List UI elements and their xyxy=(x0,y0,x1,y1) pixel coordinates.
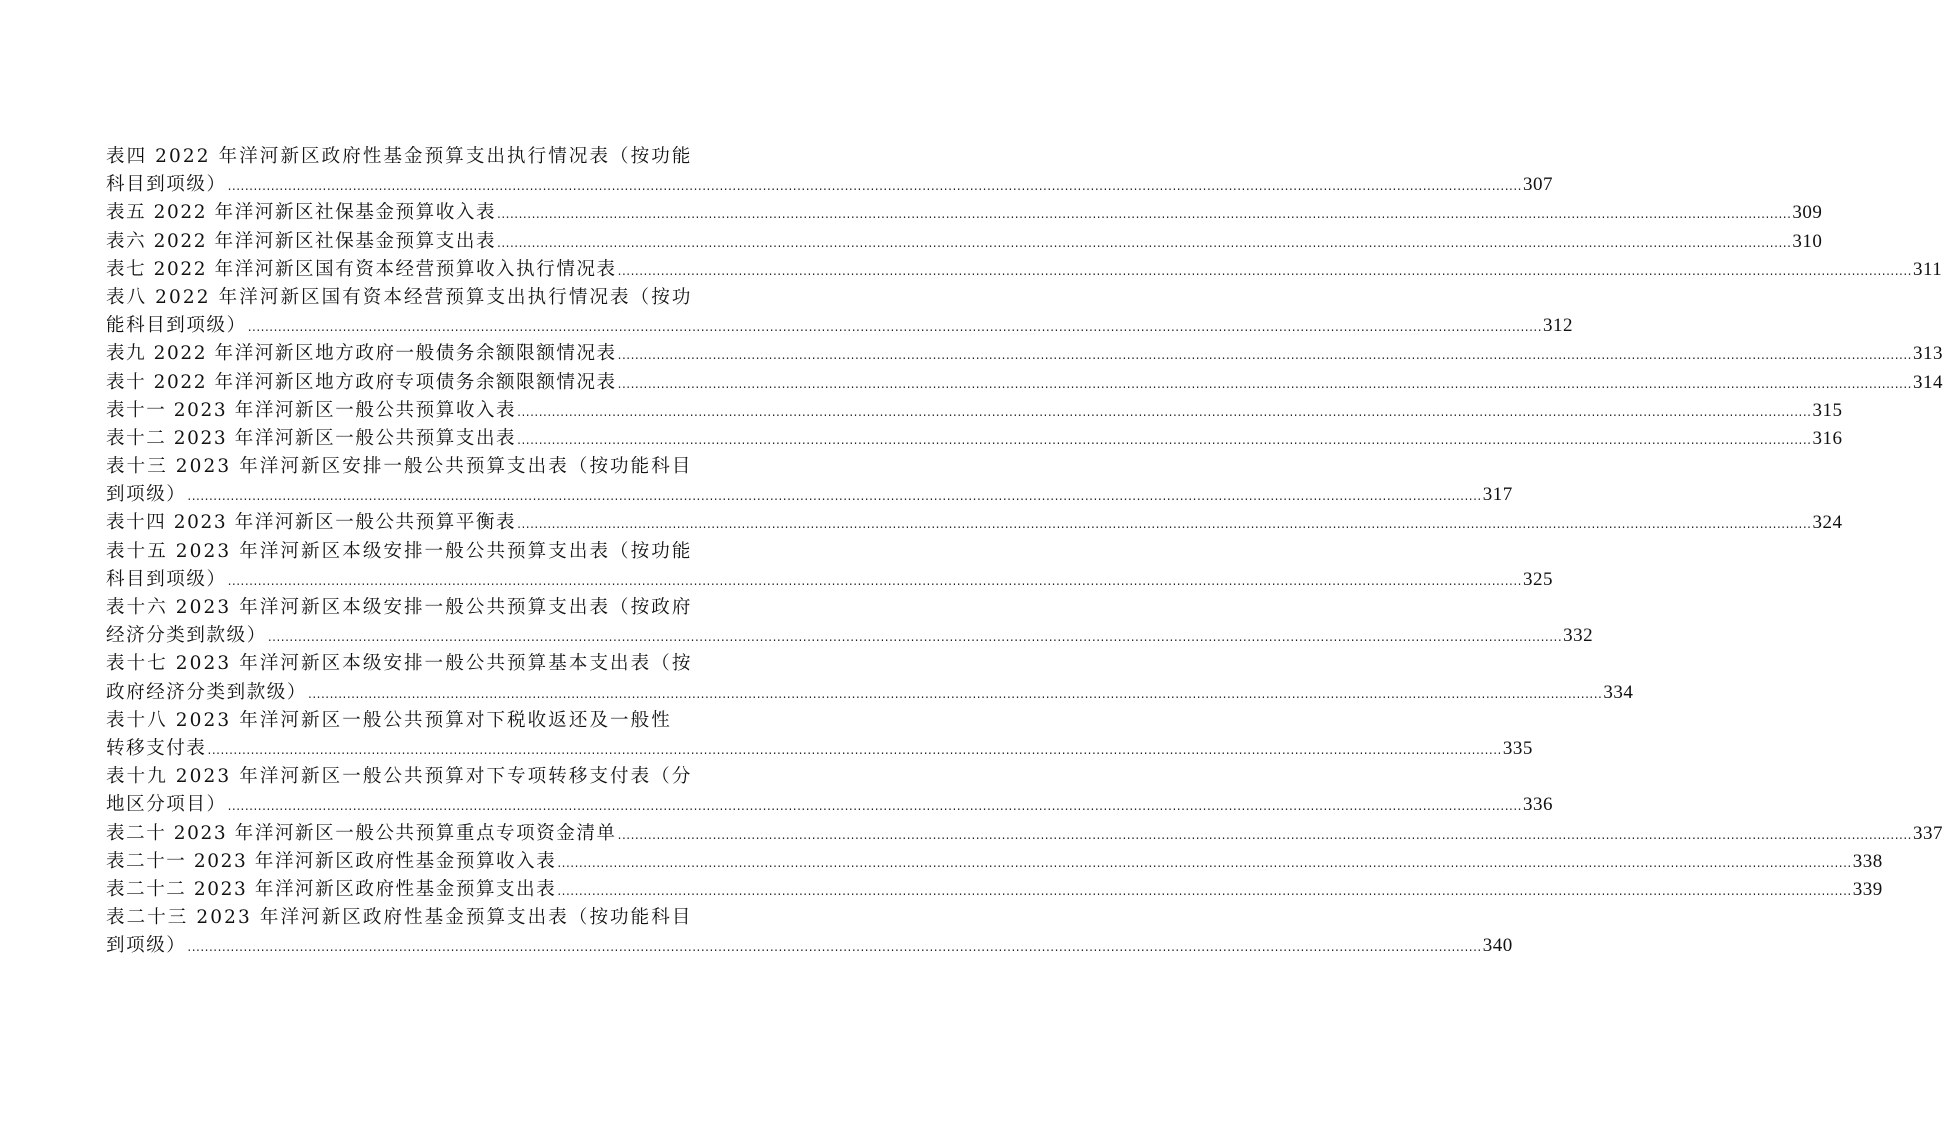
toc-entry xyxy=(106,763,1553,819)
toc-line xyxy=(106,650,693,678)
toc-page-number: 311 xyxy=(1913,258,1943,280)
toc-entry-title: 经济分类到款级） xyxy=(106,625,267,647)
toc-line xyxy=(106,848,1883,876)
dot-leader: ............................................................................................................................................................................................................................................................................................................ xyxy=(517,404,1812,419)
toc-line xyxy=(106,820,1943,848)
toc-entry-title: 表五 2022 年洋河新区社保基金预算收入表 xyxy=(106,202,497,224)
toc-line xyxy=(106,228,1823,256)
toc-entry xyxy=(106,509,1843,537)
table-of-contents xyxy=(106,143,1943,960)
dot-leader: ............................................................................................................................................................................................................................................................................................................ xyxy=(617,376,1912,391)
dot-leader: ............................................................................................................................................................................................................................................................................................................ xyxy=(617,827,1912,842)
toc-entry xyxy=(106,876,1883,904)
toc-entry-title: 表二十一 2023 年洋河新区政府性基金预算收入表 xyxy=(106,850,557,872)
toc-entry xyxy=(106,538,1553,594)
toc-entry-title: 表十八 2023 年洋河新区一般公共预算对下税收返还及一般性 xyxy=(106,709,672,731)
toc-line xyxy=(106,876,1883,904)
toc-entry xyxy=(106,650,1634,706)
toc-page-number: 312 xyxy=(1543,315,1574,337)
toc-entry-title: 到项级） xyxy=(106,935,187,957)
toc-line xyxy=(106,481,1513,509)
dot-leader: ............................................................................................................................................................................................................................................................................................................ xyxy=(497,235,1792,250)
toc-entry xyxy=(106,340,1943,368)
toc-entry xyxy=(106,256,1943,284)
toc-page-number: 340 xyxy=(1482,935,1513,957)
toc-entry xyxy=(106,397,1843,425)
toc-entry-title: 表九 2022 年洋河新区地方政府一般债务余额限额情况表 xyxy=(106,343,617,365)
toc-entry xyxy=(106,848,1883,876)
toc-line xyxy=(106,425,1843,453)
toc-line xyxy=(106,143,693,171)
toc-entry-title: 能科目到项级） xyxy=(106,315,247,337)
toc-line xyxy=(106,679,1634,707)
toc-entry-title: 表六 2022 年洋河新区社保基金预算支出表 xyxy=(106,230,497,252)
toc-entry-title: 表十 2022 年洋河新区地方政府专项债务余额限额情况表 xyxy=(106,371,617,393)
toc-page-number: 338 xyxy=(1852,850,1883,872)
dot-leader: ............................................................................................................................................................................................................................................................................................................ xyxy=(187,940,1482,955)
toc-line xyxy=(106,171,1553,199)
dot-leader: ............................................................................................................................................................................................................................................................................................................ xyxy=(187,489,1482,504)
dot-leader: ............................................................................................................................................................................................................................................................................................................ xyxy=(617,263,1912,278)
toc-entry-title: 表十五 2023 年洋河新区本级安排一般公共预算支出表（按功能 xyxy=(106,540,693,562)
toc-entry-title: 表十一 2023 年洋河新区一般公共预算收入表 xyxy=(106,399,517,421)
toc-line xyxy=(106,397,1843,425)
toc-entry-title: 表十六 2023 年洋河新区本级安排一般公共预算支出表（按政府 xyxy=(106,597,693,618)
toc-page-number: 325 xyxy=(1522,568,1553,590)
toc-entry-title: 表二十三 2023 年洋河新区政府性基金预算支出表（按功能科目 xyxy=(106,907,693,929)
dot-leader: ............................................................................................................................................................................................................................................................................................................ xyxy=(227,799,1522,814)
toc-entry xyxy=(106,453,1513,509)
toc-page-number: 335 xyxy=(1502,737,1533,759)
toc-entry-title: 科目到项级） xyxy=(106,174,227,196)
toc-page-number: 332 xyxy=(1563,625,1594,647)
toc-line xyxy=(106,707,688,735)
dot-leader: ............................................................................................................................................................................................................................................................................................................ xyxy=(497,207,1792,222)
toc-line xyxy=(106,594,693,622)
toc-page-number: 309 xyxy=(1792,202,1823,224)
toc-page-number: 316 xyxy=(1812,427,1843,449)
toc-entry-title: 表十三 2023 年洋河新区安排一般公共预算支出表（按功能科目 xyxy=(106,456,693,478)
toc-page-number: 317 xyxy=(1482,484,1513,506)
toc-line xyxy=(106,622,1594,650)
toc-line xyxy=(106,932,1513,960)
toc-entry-title: 表十九 2023 年洋河新区一般公共预算对下专项转移支付表（分 xyxy=(106,766,693,788)
toc-line xyxy=(106,340,1943,368)
toc-line xyxy=(106,453,693,481)
toc-line xyxy=(106,763,693,791)
toc-line xyxy=(106,791,1553,819)
toc-entry-title: 到项级） xyxy=(106,484,187,506)
toc-entry-title: 转移支付表 xyxy=(106,737,207,759)
toc-entry-title: 科目到项级） xyxy=(106,568,227,590)
dot-leader: ............................................................................................................................................................................................................................................................................................................ xyxy=(227,179,1522,194)
toc-entry-title: 表十七 2023 年洋河新区本级安排一般公共预算基本支出表（按 xyxy=(106,653,693,675)
toc-entry xyxy=(106,594,1594,650)
toc-entry xyxy=(106,904,1513,960)
toc-page-number: 339 xyxy=(1852,878,1883,900)
toc-entry xyxy=(106,143,1553,199)
dot-leader: ............................................................................................................................................................................................................................................................................................................ xyxy=(517,432,1812,447)
toc-entry-title: 表十四 2023 年洋河新区一般公共预算平衡表 xyxy=(106,512,517,534)
toc-line xyxy=(106,538,693,566)
toc-entry xyxy=(106,820,1943,848)
dot-leader: ............................................................................................................................................................................................................................................................................................................ xyxy=(267,630,1563,645)
toc-page-number: 310 xyxy=(1792,230,1823,252)
toc-page-number: 337 xyxy=(1913,822,1943,844)
toc-entry xyxy=(106,707,1533,763)
toc-page-number: 313 xyxy=(1913,343,1943,365)
toc-entry-title: 表四 2022 年洋河新区政府性基金预算支出执行情况表（按功能 xyxy=(106,146,693,167)
toc-line xyxy=(106,735,1533,763)
toc-page-number: 314 xyxy=(1913,371,1943,393)
toc-line xyxy=(106,256,1943,284)
dot-leader: ............................................................................................................................................................................................................................................................................................................ xyxy=(557,883,1852,898)
toc-page-number: 307 xyxy=(1522,174,1553,196)
toc-entry-title: 表八 2022 年洋河新区国有资本经营预算支出执行情况表（按功 xyxy=(106,286,693,308)
dot-leader: ............................................................................................................................................................................................................................................................................................................ xyxy=(517,517,1812,532)
toc-line xyxy=(106,509,1843,537)
toc-page-number: 324 xyxy=(1812,512,1843,534)
toc-entry xyxy=(106,425,1843,453)
toc-entry-title: 表七 2022 年洋河新区国有资本经营预算收入执行情况表 xyxy=(106,258,617,280)
toc-entry-title: 表十二 2023 年洋河新区一般公共预算支出表 xyxy=(106,427,517,449)
toc-line xyxy=(106,312,1574,340)
dot-leader: ............................................................................................................................................................................................................................................................................................................ xyxy=(227,573,1522,588)
toc-entry xyxy=(106,199,1823,227)
toc-page-number: 315 xyxy=(1812,399,1843,421)
toc-entry-title: 表二十二 2023 年洋河新区政府性基金预算支出表 xyxy=(106,878,557,900)
toc-entry-title: 表二十 2023 年洋河新区一般公共预算重点专项资金清单 xyxy=(106,822,617,844)
toc-entry-title: 政府经济分类到款级） xyxy=(106,681,308,703)
toc-line xyxy=(106,284,693,312)
toc-page-number: 334 xyxy=(1603,681,1634,703)
toc-entry-title: 地区分项目） xyxy=(106,794,227,816)
toc-entry xyxy=(106,369,1943,397)
dot-leader: ............................................................................................................................................................................................................................................................................................................ xyxy=(308,686,1603,701)
toc-entry xyxy=(106,284,1574,340)
toc-page-number: 336 xyxy=(1522,794,1553,816)
dot-leader: ............................................................................................................................................................................................................................................................................................................ xyxy=(617,348,1912,363)
dot-leader: ............................................................................................................................................................................................................................................................................................................ xyxy=(207,742,1502,757)
dot-leader: ............................................................................................................................................................................................................................................................................................................ xyxy=(247,320,1543,335)
toc-line xyxy=(106,904,693,932)
toc-line xyxy=(106,369,1943,397)
toc-line xyxy=(106,566,1553,594)
dot-leader: ............................................................................................................................................................................................................................................................................................................ xyxy=(557,855,1852,870)
toc-entry xyxy=(106,228,1823,256)
toc-line xyxy=(106,199,1823,227)
